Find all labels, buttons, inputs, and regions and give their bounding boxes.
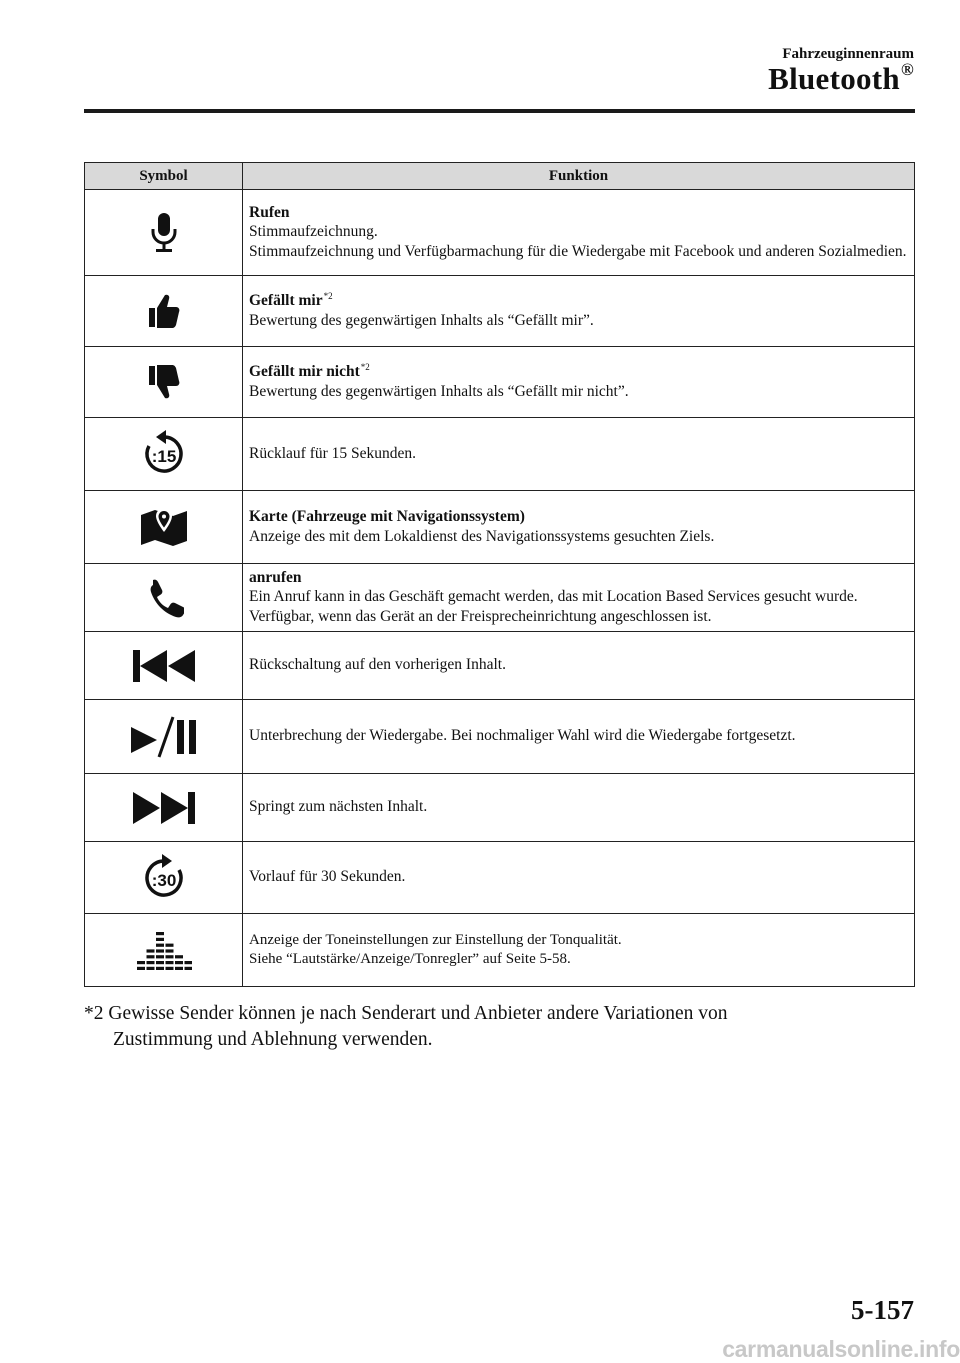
equalizer-bar-segment — [175, 967, 183, 970]
function-title: Gefällt mir$^{*2}$ — [249, 291, 333, 310]
play-pause-icon — [129, 714, 199, 760]
function-table — [84, 162, 915, 987]
symbol-cell — [85, 914, 243, 987]
equalizer-bar-segment — [146, 967, 154, 970]
function-cell — [243, 276, 915, 347]
function-cell — [243, 632, 915, 700]
equalizer-bar-segment — [175, 955, 183, 958]
equalizer-bar-segment — [156, 961, 164, 964]
function-description: Ein Anruf kann in das Geschäft gemacht werden, das mit Location Based Services gesucht wurde. Verfügbar, wenn das Gerät an der Freisprecheinrichtung angeschlossen ist. — [249, 588, 858, 625]
equalizer-bar-segment — [165, 967, 173, 970]
table-row — [85, 842, 915, 914]
equalizer-bar-segment — [175, 961, 183, 964]
equalizer-bar-segment — [156, 938, 164, 941]
symbol-cell — [85, 700, 243, 774]
symbol-cell — [85, 842, 243, 914]
column-header-symbol: Symbol — [85, 163, 243, 190]
watermark: carmanualsonline.info — [722, 1336, 960, 1362]
function-description: Rücklauf für 15 Sekunden. — [249, 444, 417, 462]
table-row — [85, 914, 915, 987]
function-description: Bewertung des gegenwärtigen Inhalts als “Gefällt mir nicht”. — [249, 382, 629, 400]
equalizer-bar-segment — [184, 967, 192, 970]
function-description: Anzeige des mit dem Lokaldienst des Navigationssystems gesuchten Ziels. — [249, 527, 715, 545]
function-description: Siehe “Lautstärke/Anzeige/Tonregler” auf Seite 5-58. — [249, 950, 571, 967]
table-row — [85, 774, 915, 842]
function-description: Springt zum nächsten Inhalt. — [249, 798, 428, 816]
thumbs-up-icon — [146, 292, 182, 330]
function-title: anrufen — [249, 568, 302, 586]
skip-previous-icon — [131, 648, 197, 684]
page-title: Bluetooth® — [768, 60, 914, 96]
equalizer-bar-segment — [146, 961, 154, 964]
microphone-icon — [149, 212, 179, 254]
page-number: 5-157 — [851, 1295, 914, 1325]
equalizer-bar-segment — [156, 944, 164, 947]
map-pin-icon — [139, 505, 189, 549]
equalizer-bar-segment — [137, 961, 145, 964]
skip-next-icon — [131, 790, 197, 826]
equalizer-bar-segment — [156, 949, 164, 952]
phone-icon — [144, 578, 184, 618]
table-header-row — [85, 163, 915, 190]
function-description: Stimmaufzeichnung. — [249, 223, 378, 241]
function-title: Karte (Fahrzeuge mit Navigationssystem) — [249, 508, 525, 526]
table-row — [85, 190, 915, 276]
footnote-reference: *2 — [323, 291, 333, 302]
equalizer-bar-segment — [146, 949, 154, 952]
symbol-cell — [85, 347, 243, 418]
equalizer-bar-segment — [165, 944, 173, 947]
equalizer-icon — [136, 928, 192, 972]
column-header-function: Funktion — [243, 163, 915, 190]
symbol-cell — [85, 418, 243, 491]
function-description: Stimmaufzeichnung und Verfügbarmachung für die Wiedergabe mit Facebook und anderen Sozialmedien. — [249, 242, 907, 260]
equalizer-bar-segment — [137, 967, 145, 970]
symbol-cell — [85, 276, 243, 347]
symbol-cell — [85, 774, 243, 842]
table-row — [85, 418, 915, 491]
equalizer-bar-segment — [146, 955, 154, 958]
equalizer-bar-segment — [156, 967, 164, 970]
function-description: Bewertung des gegenwärtigen Inhalts als “Gefällt mir”. — [249, 311, 594, 329]
function-cell — [243, 190, 915, 276]
symbol-cell — [85, 491, 243, 564]
footnote-line: Zustimmung und Ablehnung verwenden. — [113, 1029, 433, 1050]
function-cell — [243, 914, 915, 987]
function-cell — [243, 491, 915, 564]
symbol-cell — [85, 190, 243, 276]
equalizer-bar-segment — [165, 949, 173, 952]
table-row — [85, 491, 915, 564]
function-description: Vorlauf für 30 Sekunden. — [249, 868, 406, 886]
equalizer-bar-segment — [165, 961, 173, 964]
function-title: Rufen — [249, 203, 290, 221]
section-name: Fahrzeuginnenraum — [782, 46, 914, 62]
function-cell — [243, 774, 915, 842]
equalizer-bar-segment — [184, 961, 192, 964]
table-row — [85, 347, 915, 418]
equalizer-bar-segment — [156, 932, 164, 935]
function-cell — [243, 700, 915, 774]
equalizer-bar-segment — [156, 955, 164, 958]
function-cell — [243, 842, 915, 914]
table-row — [85, 700, 915, 774]
rewind-15-label: :15 — [151, 447, 176, 466]
symbol-cell — [85, 564, 243, 632]
footnote — [84, 1001, 914, 1053]
symbol-cell — [85, 632, 243, 700]
function-cell — [243, 564, 915, 632]
table-row — [85, 564, 915, 632]
header-divider — [84, 109, 915, 113]
forward-30-label: :30 — [151, 870, 176, 890]
function-description: Unterbrechung der Wiedergabe. Bei nochmaliger Wahl wird die Wiedergabe fortgesetzt. — [249, 727, 796, 745]
thumbs-down-icon — [146, 363, 182, 401]
function-cell — [243, 347, 915, 418]
function-description: Rückschaltung auf den vorherigen Inhalt. — [249, 656, 506, 674]
function-description: Anzeige der Toneinstellungen zur Einstellung der Tonqualität. — [249, 931, 622, 948]
footnote-line: *2 Gewisse Sender können je nach Senderart und Anbieter andere Variationen von — [84, 1003, 728, 1024]
function-title: Gefällt mir nicht$^{*2}$ — [249, 362, 370, 381]
table-row — [85, 632, 915, 700]
forward-30-icon — [139, 853, 189, 903]
function-cell — [243, 418, 915, 491]
footnote-reference: *2 — [360, 362, 370, 373]
table-row — [85, 276, 915, 347]
rewind-15-icon — [139, 429, 189, 479]
equalizer-bar-segment — [165, 955, 173, 958]
